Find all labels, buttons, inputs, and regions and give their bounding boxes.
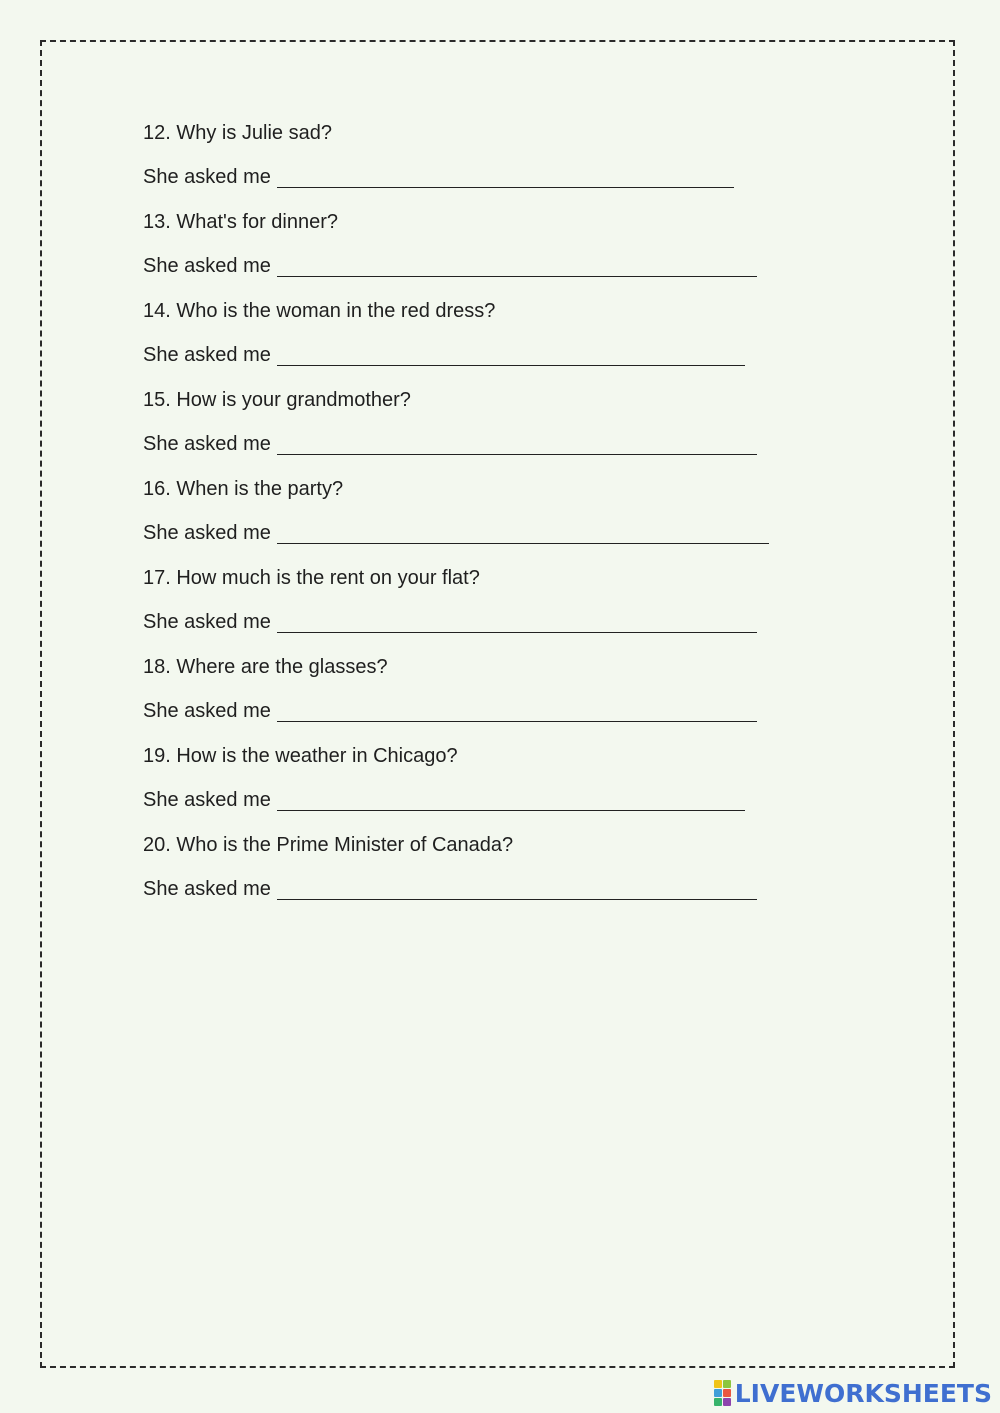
question-text: 13. What's for dinner? xyxy=(143,211,339,233)
worksheet-item xyxy=(143,741,843,815)
answer-row xyxy=(143,251,843,281)
question-text: 17. How much is the rent on your flat? xyxy=(143,567,480,589)
answer-row xyxy=(143,696,843,726)
answer-row xyxy=(143,785,843,815)
answer-blank-input[interactable] xyxy=(277,343,745,366)
answer-blank-input[interactable] xyxy=(277,521,769,544)
worksheet-item xyxy=(143,118,843,192)
logo-block xyxy=(723,1380,731,1388)
logo-text: LIVEWORKSHEETS xyxy=(734,1378,992,1408)
answer-prefix: She asked me xyxy=(143,166,271,188)
worksheet-item xyxy=(143,474,843,548)
worksheet-item xyxy=(143,296,843,370)
logo-block xyxy=(723,1398,731,1406)
answer-prefix: She asked me xyxy=(143,789,271,811)
logo-block xyxy=(714,1380,722,1388)
question-list xyxy=(143,118,843,919)
answer-prefix: She asked me xyxy=(143,611,271,633)
question-text: 19. How is the weather in Chicago? xyxy=(143,745,458,767)
logo-block xyxy=(714,1389,722,1397)
answer-row xyxy=(143,874,843,904)
answer-row xyxy=(143,340,843,370)
answer-blank-input[interactable] xyxy=(277,877,757,900)
liveworksheets-logo xyxy=(714,1379,992,1407)
question-text: 18. Where are the glasses? xyxy=(143,656,388,678)
answer-prefix: She asked me xyxy=(143,344,271,366)
answer-prefix: She asked me xyxy=(143,255,271,277)
logo-block xyxy=(714,1398,722,1406)
answer-blank-input[interactable] xyxy=(277,788,745,811)
answer-blank-input[interactable] xyxy=(277,699,757,722)
answer-prefix: She asked me xyxy=(143,878,271,900)
answer-prefix: She asked me xyxy=(143,700,271,722)
logo-icon xyxy=(714,1380,731,1406)
answer-blank-input[interactable] xyxy=(277,432,757,455)
worksheet-item xyxy=(143,385,843,459)
question-text: 15. How is your grandmother? xyxy=(143,389,411,411)
answer-row xyxy=(143,429,843,459)
logo-block xyxy=(723,1389,731,1397)
answer-prefix: She asked me xyxy=(143,522,271,544)
worksheet-item xyxy=(143,563,843,637)
question-text: 14. Who is the woman in the red dress? xyxy=(143,300,496,322)
worksheet-item xyxy=(143,207,843,281)
worksheet-item xyxy=(143,830,843,904)
answer-row xyxy=(143,607,843,637)
worksheet-item xyxy=(143,652,843,726)
question-text: 12. Why is Julie sad? xyxy=(143,122,332,144)
answer-blank-input[interactable] xyxy=(277,254,757,277)
question-text: 16. When is the party? xyxy=(143,478,344,500)
answer-row xyxy=(143,518,843,548)
question-text: 20. Who is the Prime Minister of Canada? xyxy=(143,834,514,856)
answer-blank-input[interactable] xyxy=(277,165,734,188)
answer-row xyxy=(143,162,843,192)
answer-prefix: She asked me xyxy=(143,433,271,455)
answer-blank-input[interactable] xyxy=(277,610,757,633)
